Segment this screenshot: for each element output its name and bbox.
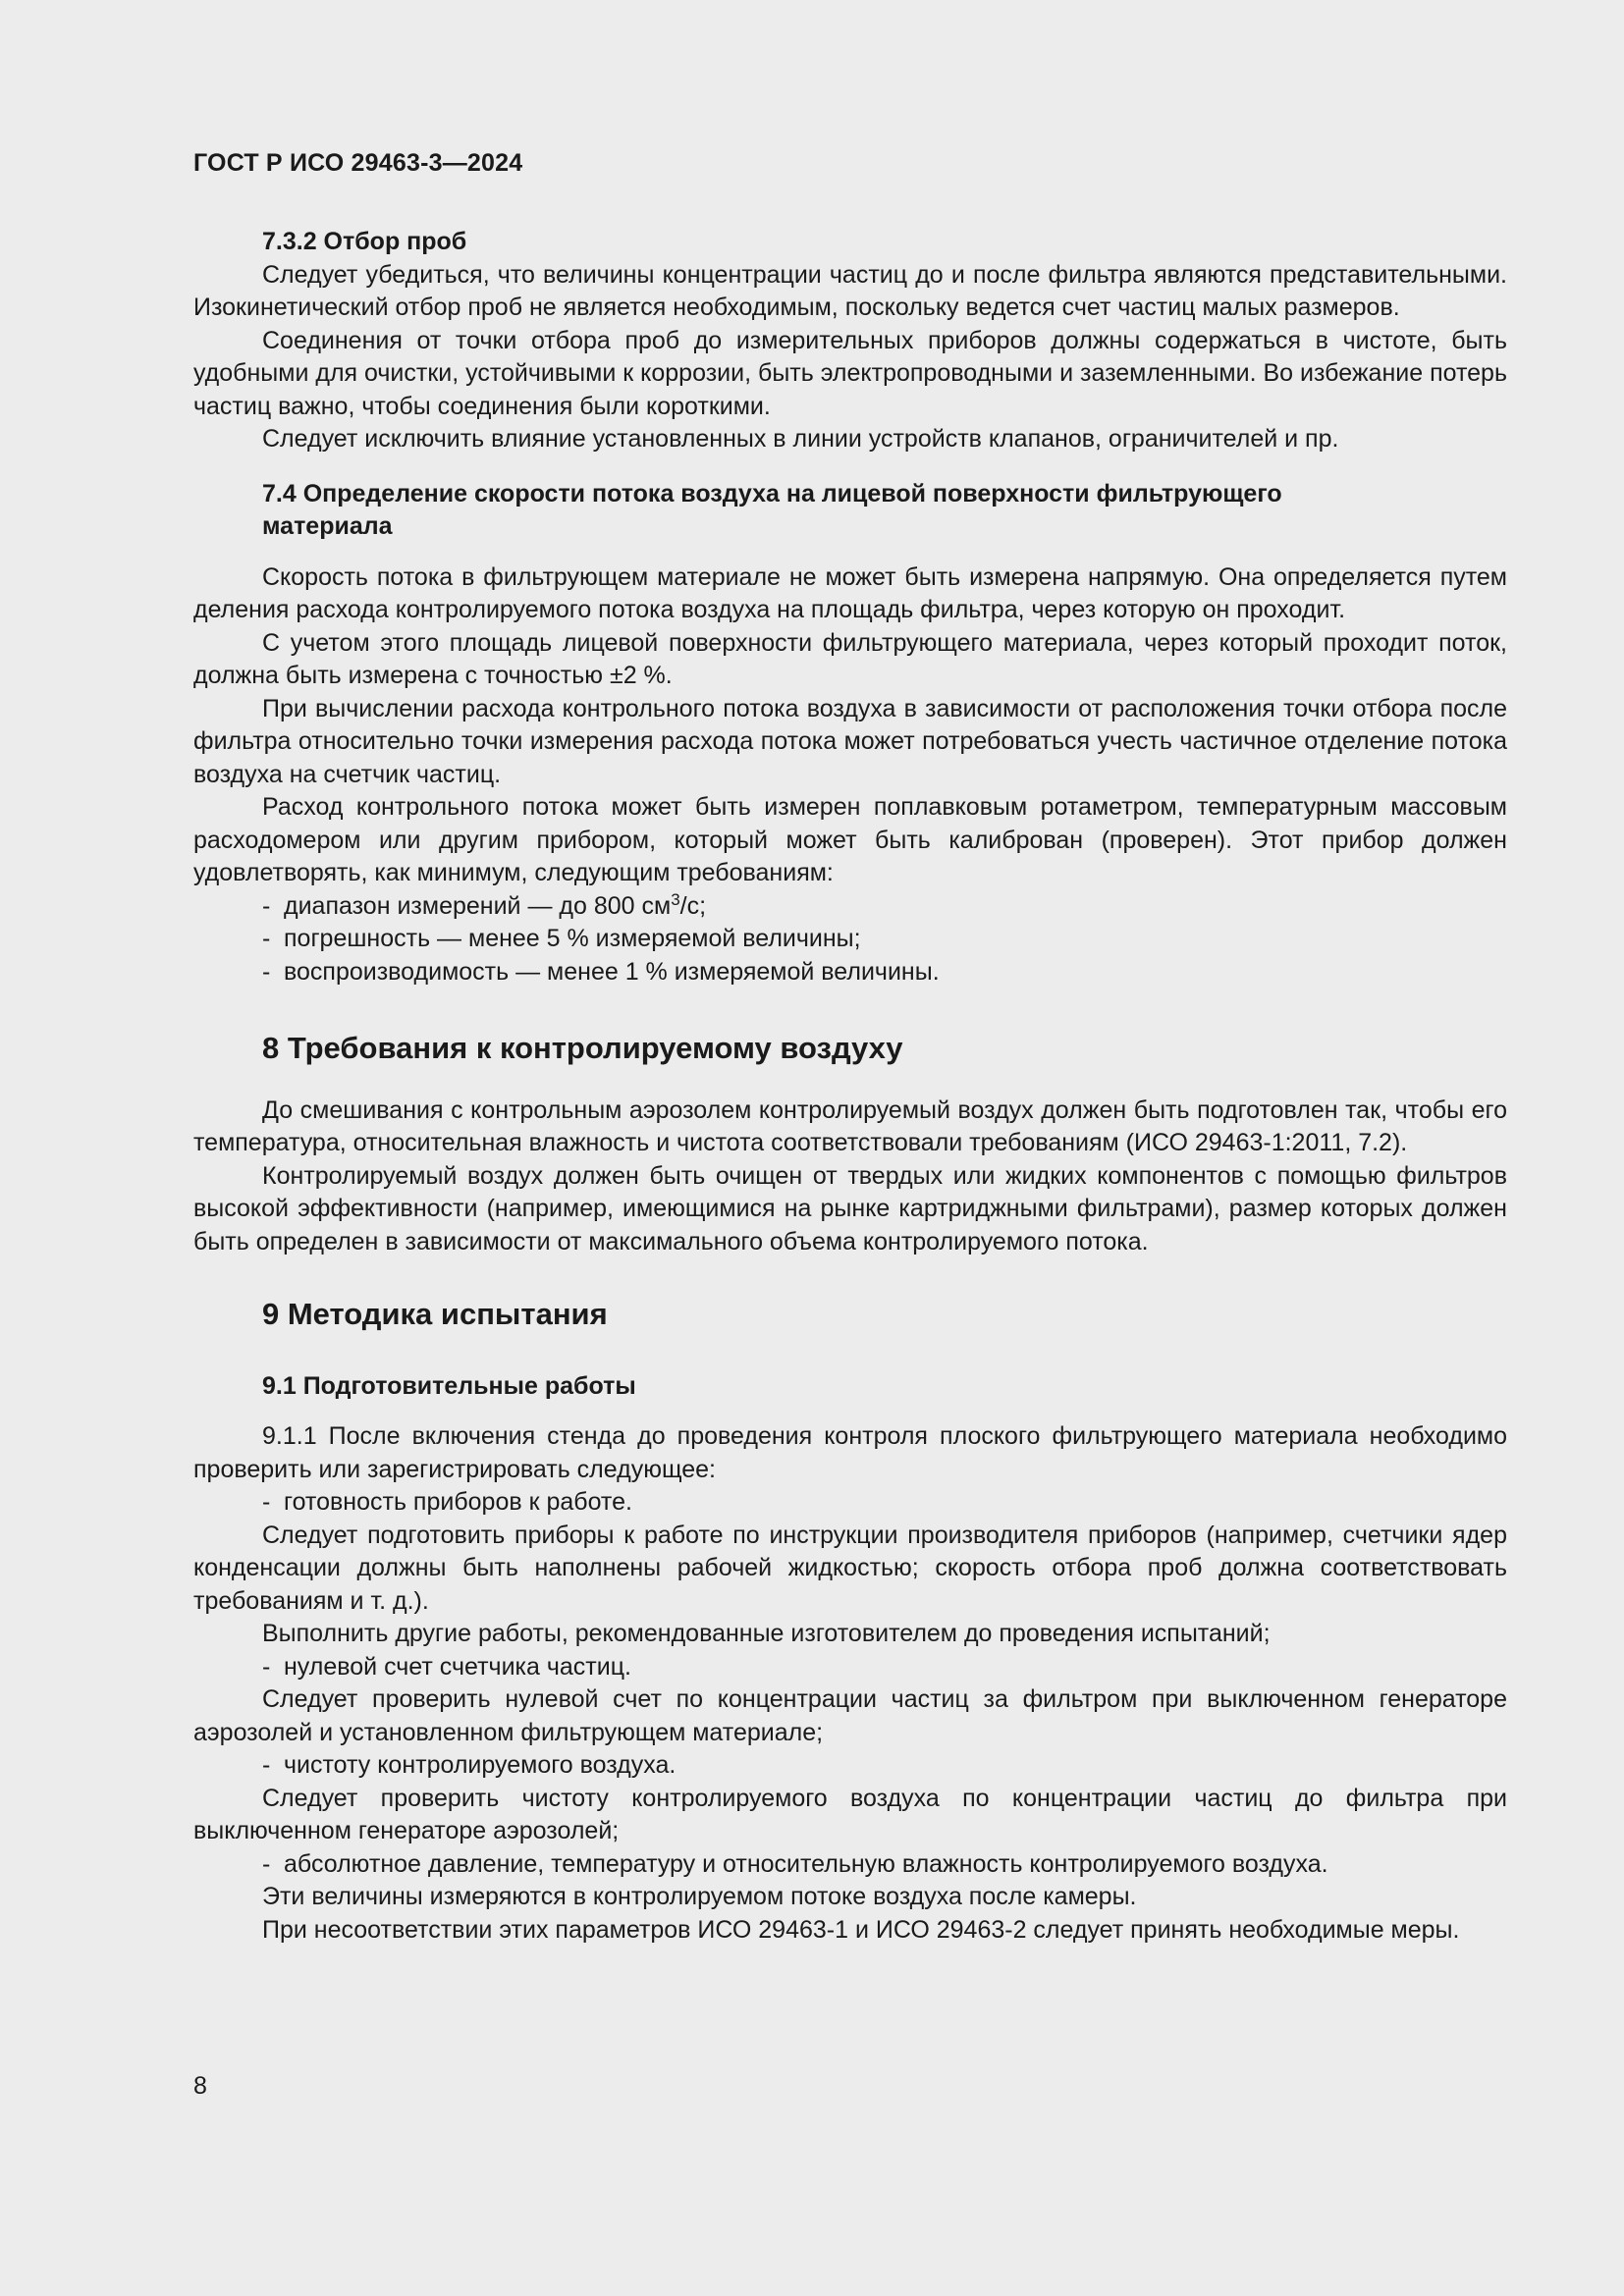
list-item xyxy=(193,1848,1507,1882)
paragraph: При несоответствии этих параметров ИСО 29463-1 и ИСО 29463-2 следует принять необходимые меры. xyxy=(262,1915,1460,1944)
paragraph: Расход контрольного потока может быть измерен поплавковым ротаметром, температурным массовым расходомером или другим прибором, который может быть калиброван (проверен). Этот прибор должен удовлетворять, как минимум, следующим требованиям: xyxy=(193,793,1507,886)
list-dash: - xyxy=(262,925,271,952)
list-item-text: воспроизводимость — менее 1 % измеряемой величины. xyxy=(284,957,940,986)
page-number: 8 xyxy=(193,2072,207,2100)
section-9-title: 9 Методика испытания xyxy=(262,1297,608,1331)
section-9-1-title: 9.1 Подготовительные работы xyxy=(262,1371,636,1400)
list-item xyxy=(193,1651,1507,1684)
list-item xyxy=(193,1749,1507,1783)
superscript: 3 xyxy=(671,889,680,909)
paragraph: Скорость потока в фильтрующем материале не может быть измерена напрямую. Она определяется путем деления расхода контролируемого потока воздуха на площадь фильтра, через которую он проходит. xyxy=(193,562,1507,623)
paragraph: Контролируемый воздух должен быть очищен от твердых или жидких компонентов с помощью фильтров высокой эффективности (например, имеющимися на рынке картриджными фильтрами), размер которых должен быть определен в зависимости от максимального объема контролируемого потока. xyxy=(193,1161,1507,1255)
list-item-text: чистоту контролируемого воздуха. xyxy=(284,1751,677,1779)
list-dash: - xyxy=(262,957,271,986)
list-dash: - xyxy=(262,1652,271,1681)
paragraph: Следует исключить влияние установленных в линии устройств клапанов, ограничителей и пр. xyxy=(262,425,1339,453)
section-7-3-2-title: 7.3.2 Отбор проб xyxy=(262,228,467,255)
list-dash: - xyxy=(262,1751,271,1779)
document-body xyxy=(193,226,1507,1947)
paragraph: Следует проверить нулевой счет по концентрации частиц за фильтром при выключенном генераторе аэрозолей и установленном фильтрующем материале; xyxy=(193,1685,1507,1746)
section-7-4-title-line2: материала xyxy=(262,512,393,540)
list-dash: - xyxy=(262,1488,271,1516)
list-item-text: /с; xyxy=(679,891,707,920)
paragraph: С учетом этого площадь лицевой поверхности фильтрующего материала, через который проходит поток, должна быть измерена с точностью ±2 %. xyxy=(193,628,1507,689)
list-item xyxy=(193,1486,1507,1520)
list-item-text: диапазон измерений — до 800 см xyxy=(284,891,672,920)
paragraph: Соединения от точки отбора проб до измерительных приборов должны содержаться в чистоте, быть удобными для очистки, устойчивыми к коррозии, быть электропроводными и заземленными. Во избежание потерь частиц важно, чтобы соединения были короткими. xyxy=(193,326,1507,420)
section-7-4-title xyxy=(193,478,1507,544)
paragraph: При вычислении расхода контрольного потока воздуха в зависимости от расположения точки отбора после фильтра относительно точки измерения расхода потока может потребоваться учесть частичное отделение потока воздуха на счетчик частиц. xyxy=(193,694,1507,788)
list-dash: - xyxy=(262,891,271,920)
section-7-4-title-line1: 7.4 Определение скорости потока воздуха на лицевой поверхности фильтрующего xyxy=(262,479,1282,507)
list-item-text: погрешность — менее 5 % измеряемой величины; xyxy=(284,925,861,952)
list-item xyxy=(193,890,1507,924)
list-item-text: нулевой счет счетчика частиц. xyxy=(284,1652,631,1681)
list-item xyxy=(193,923,1507,956)
paragraph: Следует подготовить приборы к работе по инструкции производителя приборов (например, счетчики ядер конденсации должны быть наполнены рабочей жидкостью; скорость отбора проб должна соответствовать требованиям и т. д.). xyxy=(193,1521,1507,1615)
document-header: ГОСТ Р ИСО 29463-3—2024 xyxy=(193,149,523,177)
list-item xyxy=(193,956,1507,989)
list-item-text: абсолютное давление, температуру и относительную влажность контролируемого воздуха. xyxy=(284,1849,1328,1878)
paragraph: Следует убедиться, что величины концентрации частиц до и после фильтра являются представительными. Изокинетический отбор проб не является необходимым, поскольку ведется счет частиц малых размеров. xyxy=(193,260,1507,321)
paragraph: До смешивания с контрольным аэрозолем контролируемый воздух должен быть подготовлен так, чтобы его температура, относительная влажность и чистота соответствовали требованиям (ИСО 29463-1:2011, 7.2). xyxy=(193,1095,1507,1156)
paragraph: 9.1.1 После включения стенда до проведения контроля плоского фильтрующего материала необходимо проверить или зарегистрировать следующее: xyxy=(193,1422,1507,1483)
list-dash: - xyxy=(262,1849,271,1878)
paragraph: Эти величины измеряются в контролируемом потоке воздуха после камеры. xyxy=(262,1883,1137,1910)
section-8-title: 8 Требования к контролируемому воздуху xyxy=(262,1031,903,1065)
list-item-text: готовность приборов к работе. xyxy=(284,1488,632,1516)
paragraph: Выполнить другие работы, рекомендованные изготовителем до проведения испытаний; xyxy=(262,1620,1271,1647)
paragraph: Следует проверить чистоту контролируемого воздуха по концентрации частиц до фильтра при выключенном генераторе аэрозолей; xyxy=(193,1784,1507,1844)
